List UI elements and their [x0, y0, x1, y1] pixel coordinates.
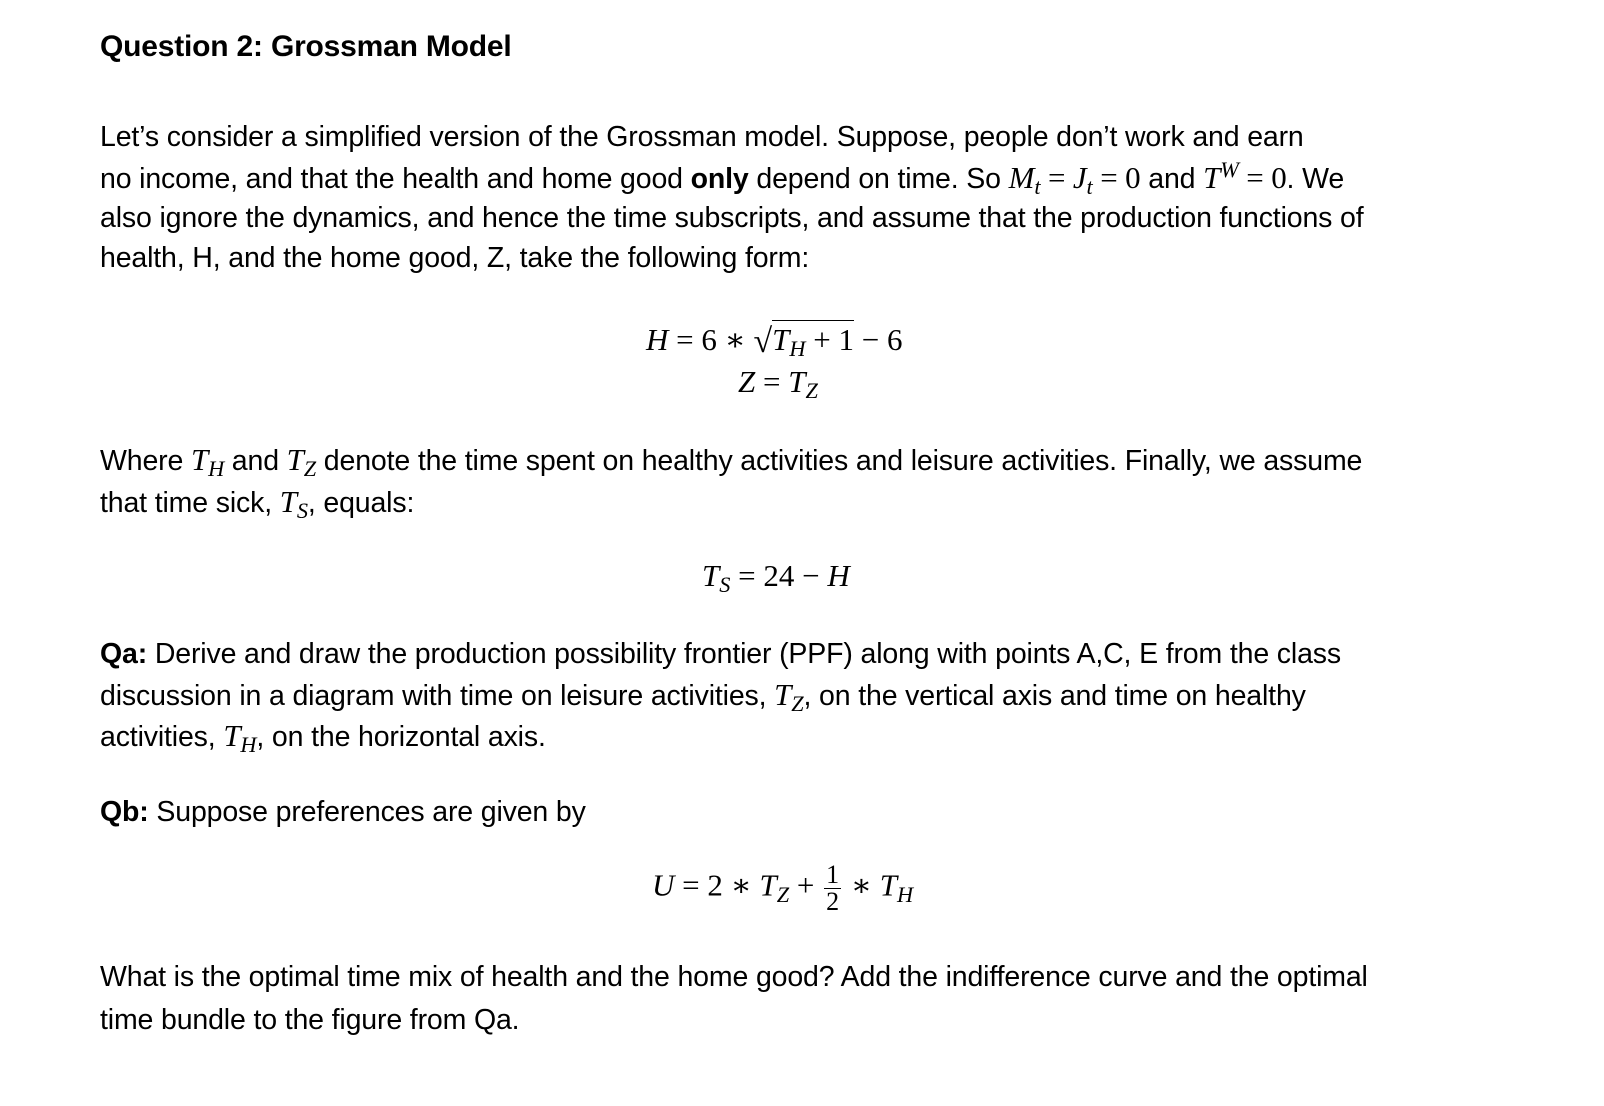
final-line-2: time bundle to the figure from Qa.	[100, 1004, 520, 1036]
qa-line-1: Qa: Derive and draw the production possibility frontier (PPF) along with points A,C, E from the class	[100, 638, 1341, 670]
math-th-2: $T_H$	[223, 718, 257, 758]
math-tw: $T^W = 0$	[1203, 156, 1287, 195]
qa-line-2: discussion in a diagram with time on leisure activities, $T_Z$, on the vertical axis and time on healthy	[100, 676, 1306, 716]
math-tz-2: $T_Z$	[774, 676, 804, 716]
final-paragraph	[100, 956, 1520, 1042]
math-tz: $T_Z$	[286, 442, 317, 482]
qb-label: Qb:	[100, 796, 149, 828]
math-ts: $T_S$	[279, 483, 308, 523]
question-title: Question 2: Grossman Model	[100, 30, 512, 63]
emphasis-only: only	[690, 162, 749, 195]
math-th: $T_H$	[190, 442, 225, 482]
qa-line-3: activities, $T_H$, on the horizontal axis.	[100, 718, 546, 758]
intro-line-4: health, H, and the home good, Z, take the following form:	[100, 241, 810, 274]
intro-line-3: also ignore the dynamics, and hence the time subscripts, and assume that the production functions of	[100, 202, 1364, 234]
where-line-1: Where $T_H$ and $T_Z$ denote the time spent on healthy activities and leisure activities. Finally, we assume	[100, 442, 1363, 482]
final-line-1: What is the optimal time mix of health and the home good? Add the indifference curve and the optimal	[100, 961, 1368, 993]
qa-label: Qa:	[100, 638, 148, 670]
where-line-2: that time sick, $T_S$, equals:	[100, 483, 415, 523]
equation-home-good: $Z = T_Z$	[738, 364, 818, 404]
where-paragraph	[100, 440, 1520, 523]
intro-paragraph	[100, 118, 1520, 278]
intro-line-1: Let’s consider a simplified version of the Grossman model. Suppose, people don’t work and earn	[100, 121, 1304, 153]
equation-time-sick: $T_S = 24 - H$	[702, 558, 850, 598]
question-b	[100, 793, 1520, 833]
equation-health: H = 6 ∗ $√T_H + 1 - 6$	[646, 322, 903, 362]
intro-line-2: no income, and that the health and home good only depend on time. So $M_t = J_t = 0$ and $T^W = 0$. We	[100, 156, 1345, 199]
question-a	[100, 635, 1520, 758]
fraction-one-half: $\frac{1}{2}$	[826, 860, 840, 916]
qb-line-1: Qb: Suppose preferences are given by	[100, 796, 586, 828]
math-mt-jt: $M_t = J_t = 0$	[1008, 159, 1141, 199]
equation-utility: U = 2 ∗ $T_Z$ + $\frac{1}{2}$ ∗ $T_H$	[652, 860, 914, 916]
